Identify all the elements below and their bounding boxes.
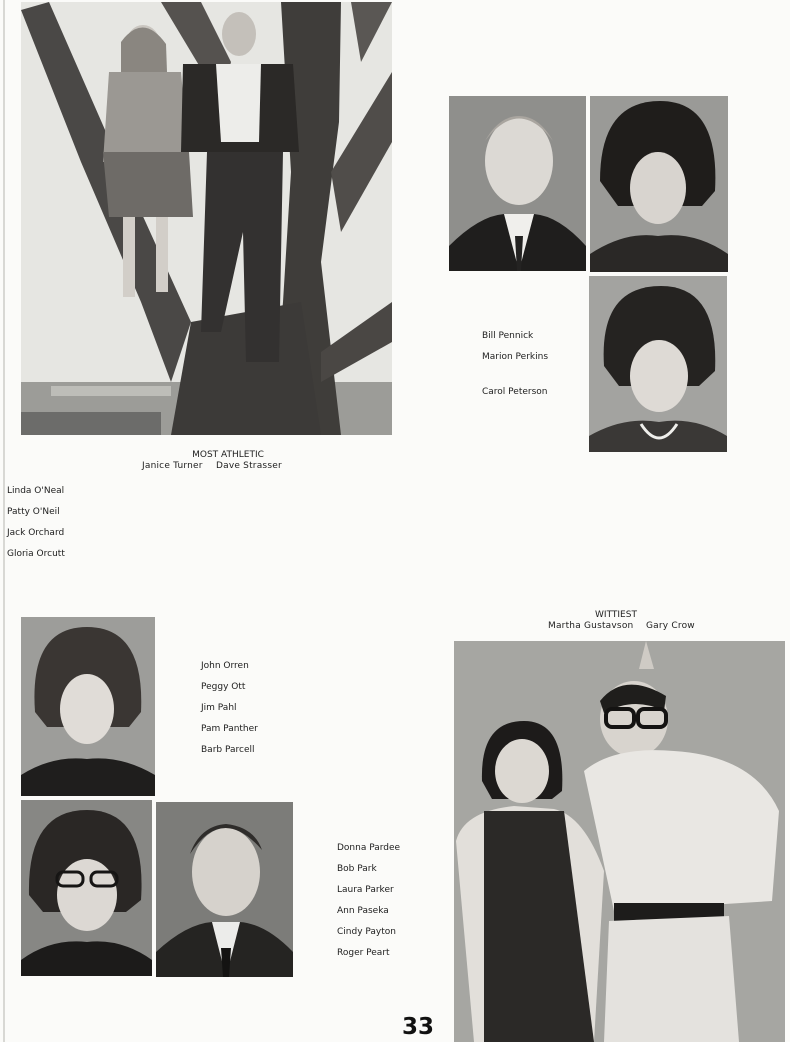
wittiest-photo [454, 641, 785, 1042]
list-item: John Orren [201, 661, 249, 671]
list-item: Donna Pardee [337, 843, 401, 853]
portrait-bob-park [156, 802, 293, 977]
portrait-peggy-ott [21, 617, 155, 796]
most-athletic-name-1: Janice Turner [142, 461, 203, 471]
page-edge [3, 0, 5, 1042]
list-item: Barb Parcell [201, 745, 255, 755]
list-item: Roger Peart [337, 948, 390, 958]
most-athletic-name-2: Dave Strasser [216, 461, 282, 471]
wittiest-title: WITTIEST [595, 610, 637, 620]
list-item: Cindy Payton [337, 927, 396, 937]
list-item: Bob Park [337, 864, 377, 874]
list-item: Bill Pennick [482, 331, 534, 341]
list-item: Jack Orchard [7, 528, 65, 538]
wittiest-name-1: Martha Gustavson [548, 621, 634, 631]
list-item: Marion Perkins [482, 352, 549, 362]
portrait-laura-parker [21, 800, 152, 976]
page-number: 33 [402, 1014, 435, 1040]
list-item: Pam Panther [201, 724, 258, 734]
portrait-marion-perkins [590, 96, 728, 272]
wittiest-name-2: Gary Crow [646, 621, 695, 631]
list-item: Linda O'Neal [7, 486, 65, 496]
list-item: Patty O'Neil [7, 507, 60, 517]
list-item: Laura Parker [337, 885, 394, 895]
list-item: Jim Pahl [201, 703, 237, 713]
portrait-bill-pennick [449, 96, 586, 271]
list-item: Carol Peterson [482, 387, 548, 397]
list-item: Peggy Ott [201, 682, 246, 692]
list-item: Gloria Orcutt [7, 549, 65, 559]
portrait-carol-peterson [589, 276, 727, 452]
most-athletic-title: MOST ATHLETIC [192, 450, 264, 460]
most-athletic-photo [21, 2, 392, 435]
list-item: Ann Paseka [337, 906, 389, 916]
